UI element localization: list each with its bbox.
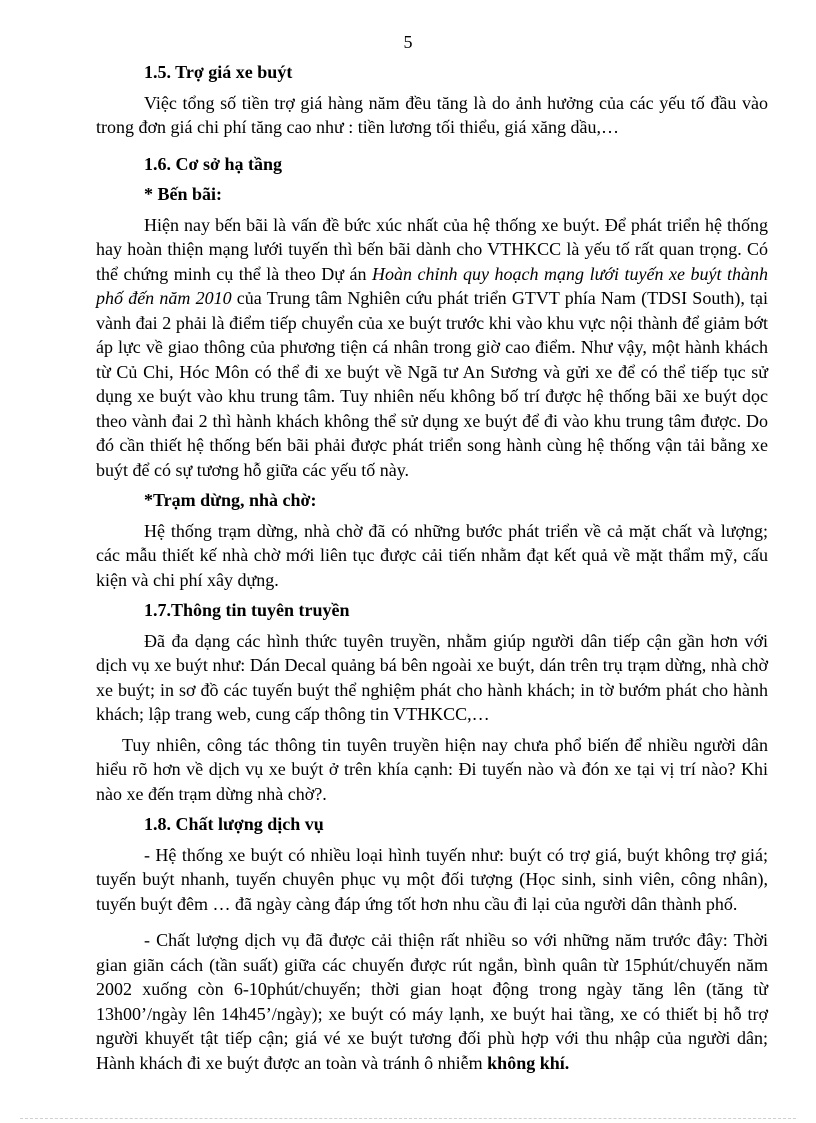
section-1-8-paragraph-1: - Hệ thống xe buýt có nhiều loại hình tuyến như: buýt có trợ giá, buýt không trợ giá; tuyến buýt nhanh, tuyến chuyên phục vụ một đối tượng (Học sinh, sinh viên, công nhân), tuyến buýt đêm … đã ngày càng đáp ứng tốt hơn nhu cầu đi lại của người dân thành phố. xyxy=(96,844,768,914)
section-1-6-paragraph-ben-bai xyxy=(96,213,768,483)
quality-text-bold: không khí. xyxy=(487,1052,570,1073)
section-1-8-heading: 1.8. Chất lượng dịch vụ xyxy=(144,814,324,834)
project-title-italic: Hoàn chỉnh quy hoạch mạng lưới tuyến xe buýt thành phố đến năm 2010 xyxy=(96,263,768,308)
page-number: 5 xyxy=(403,32,413,52)
section-1-6-paragraph-tram-dung: Hệ thống trạm dừng, nhà chờ đã có những bước phát triển về cả mặt chất và lượng; các mẫu thiết kế nhà chờ mới liên tục được cải tiến nhằm đạt kết quả về mặt thẩm mỹ, cấu kiện và chi phí xây dựng. xyxy=(96,520,768,590)
section-1-5-paragraph: Việc tổng số tiền trợ giá hàng năm đều tăng là do ảnh hưởng của các yếu tố đầu vào trong đơn giá chi phí tăng cao như : tiền lương tối thiểu, giá xăng dầu,… xyxy=(96,92,768,137)
section-1-6-heading: 1.6. Cơ sở hạ tầng xyxy=(144,153,282,174)
subheading-tram-dung: *Trạm dừng, nhà chờ: xyxy=(144,490,317,510)
page-content xyxy=(96,60,768,1075)
section-1-7-paragraph-1: Đã đa dạng các hình thức tuyên truyền, nhằm giúp người dân tiếp cận gần hơn với dịch vụ xe buýt như: Dán Decal quảng bá bên ngoài xe buýt, dán trên trụ trạm dừng, nhà chờ xe buýt; in sơ đồ các tuyến buýt thể nghiệm phát cho hành khách; in tờ bướm phát cho hành khách; lập trang web, cung cấp thông tin VTHKCC,… xyxy=(96,630,768,724)
subheading-ben-bai: * Bến bãi: xyxy=(144,184,223,204)
section-1-7-heading: 1.7.Thông tin tuyên truyền xyxy=(144,600,350,620)
quality-text: - Chất lượng dịch vụ đã được cải thiện rất nhiều so với những năm trước đây: Thời gian giãn cách (tần suất) giữa các chuyến được rút ngắn, bình quân từ 15phút/chuyến năm 2002 xuống còn 6-10phút/chuyến; thời gian hoạt động trong ngày tăng lên (tăng từ 13h00’/ngày lên 14h45’/ngày); xe buýt có máy lạnh, xe buýt hai tầng, xe có thiết bị hỗ trợ người khuyết tật tiếp cận; giá vé xe buýt tương đối phù hợp với thu nhập của người dân; Hành khách đi xe buýt được an toàn và tránh ô nhiễm xyxy=(96,930,768,1073)
ben-bai-text-a: Hiện nay bến bãi là vấn đề bức xúc nhất của hệ thống xe buýt. Để phát triển hệ thống hay hoàn thiện mạng lưới tuyến thì bến bãi dành cho VTHKCC là yếu tố rất quan trọng. Có thể chứng minh cụ thể là theo Dự án xyxy=(96,214,768,284)
ben-bai-text-b: của Trung tâm Nghiên cứu phát triển GTVT phía Nam (TDSI South), tại vành đai 2 phải là điểm tiếp chuyển của xe buýt trước khi vào khu vực nội thành để giảm bớt áp lực về giao thông của phương tiện cá nhân trong giờ cao điểm. Như vậy, một hành khách từ Củ Chi, Hóc Môn có thể đi xe buýt về Ngã tư An Sương và gửi xe để có thể tiếp tục sử dụng xe buýt vào khu trung tâm. Tuy nhiên nếu không bố trí được hệ thống bãi xe buýt dọc theo vành đai 2 thì hành khách không thể sử dụng xe buýt để đi vào khu trung tâm được. Do đó cần thiết hệ thống bến bãi phải được phát triển song hành cùng hệ thống vận tải bằng xe buýt để có sự tương hỗ giữa các yếu tố này. xyxy=(96,288,769,480)
section-1-5-heading: 1.5. Trợ giá xe buýt xyxy=(144,62,293,82)
section-1-8-paragraph-2 xyxy=(96,928,768,1075)
page-bottom-divider xyxy=(20,1118,796,1119)
section-1-7-paragraph-2: Tuy nhiên, công tác thông tin tuyên truyền hiện nay chưa phổ biến để nhiều người dân hiểu rõ hơn về dịch vụ xe buýt ở trên khía cạnh: Đi tuyến nào và đón xe tại vị trí nào? Khi nào xe đến trạm dừng nhà chờ?. xyxy=(96,734,768,804)
